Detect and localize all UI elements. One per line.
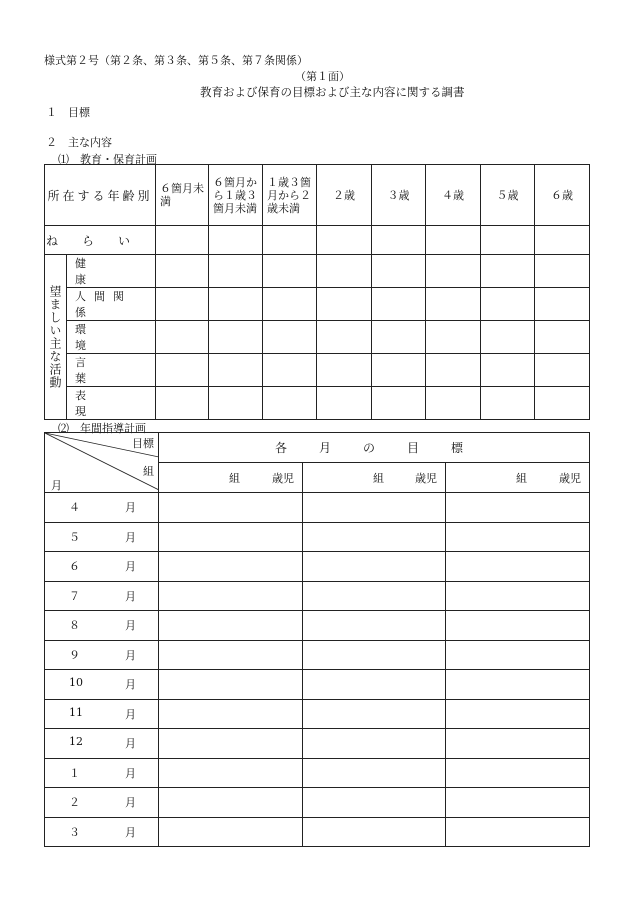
month-row bbox=[45, 522, 590, 552]
section-education-plan: ⑴ 教育・保育計画 bbox=[58, 153, 157, 166]
month-unit: 月 bbox=[125, 648, 136, 662]
activity-row-label bbox=[67, 255, 156, 288]
month-label-cell bbox=[45, 758, 159, 788]
goal-cell bbox=[159, 758, 303, 788]
month-row bbox=[45, 493, 590, 523]
education-plan-table bbox=[44, 164, 590, 420]
goal-cell bbox=[303, 758, 446, 788]
month-unit: 月 bbox=[125, 530, 136, 544]
age-col-4: ３歳 bbox=[372, 165, 426, 226]
goal-cell bbox=[303, 817, 446, 847]
annual-plan-table bbox=[44, 432, 590, 847]
goal-cell bbox=[159, 670, 303, 700]
goal-cell bbox=[446, 670, 590, 700]
month-row bbox=[45, 640, 590, 670]
goal-cell bbox=[303, 699, 446, 729]
goal-cell bbox=[159, 788, 303, 818]
activity-health: 健康 bbox=[75, 257, 126, 286]
month-row bbox=[45, 758, 590, 788]
activity-environment: 環境 bbox=[75, 323, 126, 352]
month-number: ９ bbox=[69, 648, 80, 662]
goal-cell bbox=[159, 699, 303, 729]
month-number: １ bbox=[69, 766, 80, 780]
month-unit: 月 bbox=[125, 707, 136, 721]
goal-cell bbox=[159, 522, 303, 552]
page-face-label: （第１面） bbox=[295, 70, 350, 83]
month-label-cell bbox=[45, 788, 159, 818]
age-col-1: ６箇月から１歳３箇月未満 bbox=[209, 165, 263, 226]
section-annual-plan: ⑵ 年間指導計画 bbox=[58, 422, 146, 435]
document-title: 教育および保育の目標および主な内容に関する調書 bbox=[200, 85, 465, 99]
month-row bbox=[45, 699, 590, 729]
goal-cell bbox=[303, 640, 446, 670]
month-number: ２ bbox=[69, 796, 80, 810]
goal-cell bbox=[303, 788, 446, 818]
activity-row-label bbox=[67, 354, 156, 387]
month-row bbox=[45, 788, 590, 818]
activity-expression: 表現 bbox=[75, 389, 126, 418]
goal-cell bbox=[303, 611, 446, 641]
age-header: 所在する年齢別 bbox=[47, 188, 153, 203]
kumi-label: 組 bbox=[229, 471, 240, 485]
aim-label-cell bbox=[45, 226, 156, 255]
month-label-cell bbox=[45, 699, 159, 729]
month-number: 10 bbox=[69, 676, 83, 690]
month-number: ５ bbox=[69, 530, 80, 544]
goal-cell bbox=[446, 581, 590, 611]
month-number: ８ bbox=[69, 619, 80, 633]
month-label-cell bbox=[45, 640, 159, 670]
age-col-6: ５歳 bbox=[481, 165, 535, 226]
month-label-cell bbox=[45, 552, 159, 582]
month-unit: 月 bbox=[125, 560, 136, 574]
month-unit: 月 bbox=[125, 678, 136, 692]
month-row bbox=[45, 670, 590, 700]
month-unit: 月 bbox=[125, 619, 136, 633]
age-col-7: ６歳 bbox=[535, 165, 590, 226]
kumi-label: 組 bbox=[516, 471, 527, 485]
goal-cell bbox=[446, 611, 590, 641]
age-label: 歳児 bbox=[559, 471, 582, 485]
goal-cell bbox=[159, 640, 303, 670]
month-row bbox=[45, 611, 590, 641]
month-row bbox=[45, 729, 590, 759]
kumi-label: 組 bbox=[373, 471, 384, 485]
corner-goal: 目標 bbox=[132, 437, 154, 450]
month-unit: 月 bbox=[125, 501, 136, 515]
section-main-content: ２ 主な内容 bbox=[46, 136, 112, 149]
goal-cell bbox=[446, 758, 590, 788]
month-number: ４ bbox=[69, 501, 80, 515]
goal-cell bbox=[303, 493, 446, 523]
month-row bbox=[45, 552, 590, 582]
month-label-cell bbox=[45, 493, 159, 523]
month-number: 11 bbox=[69, 705, 83, 719]
goal-cell bbox=[303, 552, 446, 582]
section-goal: １ 目標 bbox=[46, 106, 90, 119]
month-row bbox=[45, 817, 590, 847]
corner-group: 組 bbox=[143, 465, 154, 478]
aim-label: ねらい bbox=[46, 233, 155, 248]
month-label-cell bbox=[45, 670, 159, 700]
month-unit: 月 bbox=[125, 766, 136, 780]
month-row bbox=[45, 581, 590, 611]
month-rows bbox=[45, 493, 590, 847]
age-header-cell bbox=[45, 165, 156, 226]
activity-relations: 人間関係 bbox=[75, 290, 132, 319]
goal-cell bbox=[446, 699, 590, 729]
month-unit: 月 bbox=[125, 825, 136, 839]
goal-cell bbox=[159, 817, 303, 847]
month-unit: 月 bbox=[125, 737, 136, 751]
goal-cell bbox=[159, 611, 303, 641]
form-number: 様式第２号（第２条、第３条、第５条、第７条関係） bbox=[44, 54, 308, 67]
month-label-cell bbox=[45, 729, 159, 759]
class-col-2 bbox=[446, 463, 590, 493]
activity-row-label bbox=[67, 288, 156, 321]
class-col-1 bbox=[303, 463, 446, 493]
corner-month: 月 bbox=[51, 479, 62, 492]
goal-cell bbox=[303, 729, 446, 759]
month-number: 12 bbox=[69, 735, 83, 749]
goal-cell bbox=[303, 581, 446, 611]
goal-cell bbox=[303, 522, 446, 552]
goal-cell bbox=[446, 552, 590, 582]
age-col-2: １歳３箇月から２歳未満 bbox=[263, 165, 317, 226]
goal-cell bbox=[159, 581, 303, 611]
age-label: 歳児 bbox=[415, 471, 437, 485]
month-number: ７ bbox=[69, 589, 80, 603]
goal-cell bbox=[303, 670, 446, 700]
month-label-cell bbox=[45, 611, 159, 641]
activity-group-label: 望ましい主な活動 bbox=[48, 285, 62, 389]
goal-cell bbox=[446, 522, 590, 552]
month-label-cell bbox=[45, 581, 159, 611]
goal-cell bbox=[159, 552, 303, 582]
class-col-0 bbox=[159, 463, 303, 493]
age-label: 歳児 bbox=[272, 471, 294, 485]
goals-header-cell bbox=[159, 433, 590, 463]
goal-cell bbox=[446, 817, 590, 847]
month-label-cell bbox=[45, 817, 159, 847]
goal-cell bbox=[159, 729, 303, 759]
age-col-5: ４歳 bbox=[426, 165, 481, 226]
activity-row-label bbox=[67, 387, 156, 420]
age-col-0: ６箇月未満 bbox=[156, 165, 209, 226]
goal-cell bbox=[446, 640, 590, 670]
age-col-3: ２歳 bbox=[317, 165, 372, 226]
goal-cell bbox=[446, 493, 590, 523]
goal-cell bbox=[446, 788, 590, 818]
corner-cell bbox=[45, 433, 159, 493]
month-number: ６ bbox=[69, 560, 80, 574]
activity-group-cell bbox=[45, 255, 67, 420]
activity-row-label bbox=[67, 321, 156, 354]
activity-language: 言葉 bbox=[75, 356, 126, 385]
month-label-cell bbox=[45, 522, 159, 552]
month-unit: 月 bbox=[125, 796, 136, 810]
goals-header: 各 月 の 目 標 bbox=[275, 441, 474, 455]
goal-cell bbox=[446, 729, 590, 759]
month-number: ３ bbox=[69, 825, 80, 839]
goal-cell bbox=[159, 493, 303, 523]
month-unit: 月 bbox=[125, 589, 136, 603]
